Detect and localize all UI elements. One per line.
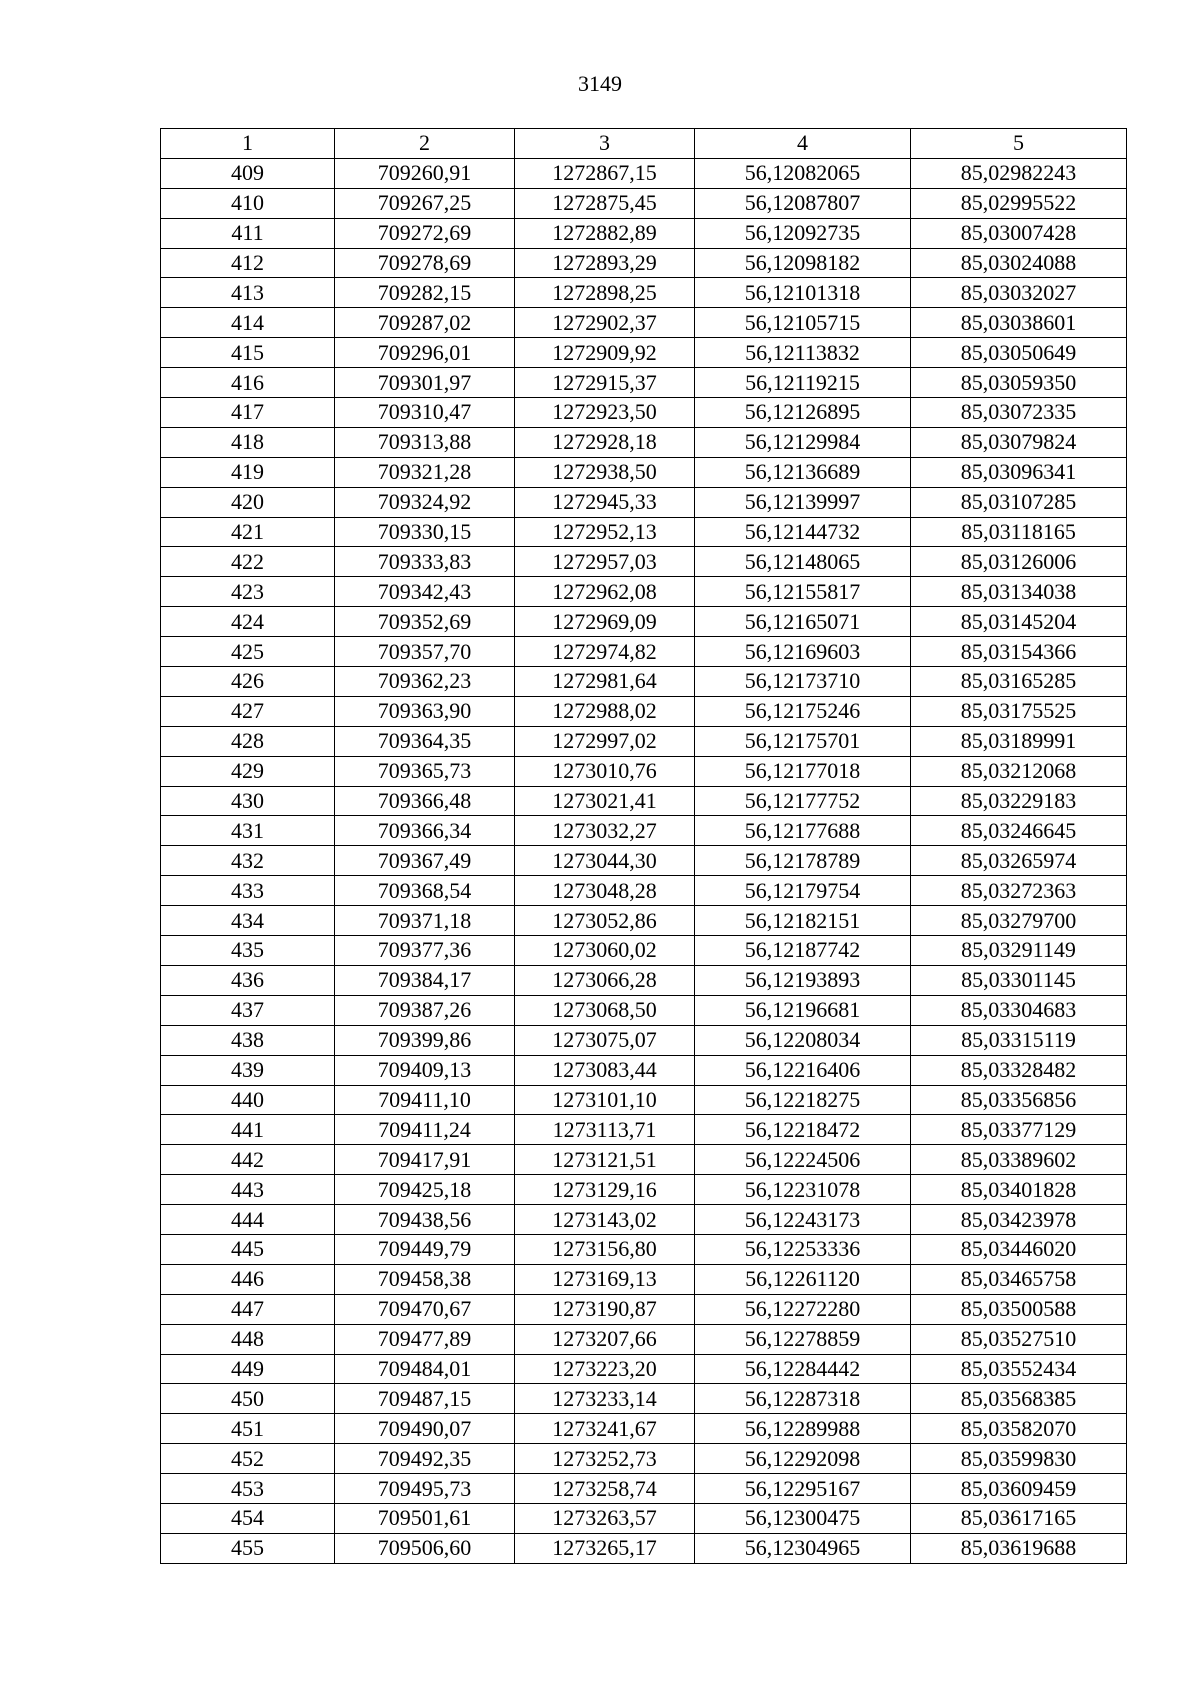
y-coordinate-cell: 1272923,50 bbox=[515, 398, 695, 428]
latitude-cell: 56,12196681 bbox=[695, 995, 911, 1025]
table-row bbox=[161, 398, 1127, 428]
table-row bbox=[161, 1055, 1127, 1085]
y-coordinate-cell: 1273223,20 bbox=[515, 1354, 695, 1384]
longitude-cell: 85,03617165 bbox=[911, 1503, 1127, 1533]
y-coordinate-cell: 1273207,66 bbox=[515, 1324, 695, 1354]
latitude-cell: 56,12187742 bbox=[695, 936, 911, 966]
x-coordinate-cell: 709371,18 bbox=[335, 906, 515, 936]
x-coordinate-cell: 709321,28 bbox=[335, 457, 515, 487]
x-coordinate-cell: 709487,15 bbox=[335, 1384, 515, 1414]
table-row bbox=[161, 1145, 1127, 1175]
longitude-cell: 85,03265974 bbox=[911, 846, 1127, 876]
x-coordinate-cell: 709366,48 bbox=[335, 786, 515, 816]
point-number-cell: 430 bbox=[161, 786, 335, 816]
longitude-cell: 85,03272363 bbox=[911, 876, 1127, 906]
y-coordinate-cell: 1273156,80 bbox=[515, 1234, 695, 1264]
point-number-cell: 454 bbox=[161, 1503, 335, 1533]
x-coordinate-cell: 709449,79 bbox=[335, 1234, 515, 1264]
table-row bbox=[161, 1354, 1127, 1384]
y-coordinate-cell: 1273190,87 bbox=[515, 1294, 695, 1324]
table-row bbox=[161, 457, 1127, 487]
table-row bbox=[161, 637, 1127, 667]
table-row bbox=[161, 338, 1127, 368]
table-row bbox=[161, 1384, 1127, 1414]
longitude-cell: 85,03059350 bbox=[911, 368, 1127, 398]
latitude-cell: 56,12155817 bbox=[695, 577, 911, 607]
longitude-cell: 85,03050649 bbox=[911, 338, 1127, 368]
table-row bbox=[161, 1025, 1127, 1055]
longitude-cell: 85,03079824 bbox=[911, 427, 1127, 457]
y-coordinate-cell: 1272915,37 bbox=[515, 368, 695, 398]
y-coordinate-cell: 1273258,74 bbox=[515, 1474, 695, 1504]
point-number-cell: 433 bbox=[161, 876, 335, 906]
x-coordinate-cell: 709387,26 bbox=[335, 995, 515, 1025]
table-row bbox=[161, 1115, 1127, 1145]
latitude-cell: 56,12182151 bbox=[695, 906, 911, 936]
latitude-cell: 56,12278859 bbox=[695, 1324, 911, 1354]
y-coordinate-cell: 1273032,27 bbox=[515, 816, 695, 846]
y-coordinate-cell: 1272928,18 bbox=[515, 427, 695, 457]
longitude-cell: 85,03599830 bbox=[911, 1444, 1127, 1474]
longitude-cell: 85,03356856 bbox=[911, 1085, 1127, 1115]
y-coordinate-cell: 1273129,16 bbox=[515, 1175, 695, 1205]
point-number-cell: 420 bbox=[161, 487, 335, 517]
column-header: 3 bbox=[515, 129, 695, 159]
table-row bbox=[161, 547, 1127, 577]
y-coordinate-cell: 1272997,02 bbox=[515, 726, 695, 756]
point-number-cell: 443 bbox=[161, 1175, 335, 1205]
table-row bbox=[161, 786, 1127, 816]
longitude-cell: 85,03377129 bbox=[911, 1115, 1127, 1145]
latitude-cell: 56,12136689 bbox=[695, 457, 911, 487]
x-coordinate-cell: 709260,91 bbox=[335, 158, 515, 188]
y-coordinate-cell: 1273101,10 bbox=[515, 1085, 695, 1115]
point-number-cell: 451 bbox=[161, 1414, 335, 1444]
latitude-cell: 56,12113832 bbox=[695, 338, 911, 368]
table-row bbox=[161, 188, 1127, 218]
point-number-cell: 425 bbox=[161, 637, 335, 667]
x-coordinate-cell: 709364,35 bbox=[335, 726, 515, 756]
point-number-cell: 435 bbox=[161, 936, 335, 966]
longitude-cell: 85,03328482 bbox=[911, 1055, 1127, 1085]
longitude-cell: 85,03568385 bbox=[911, 1384, 1127, 1414]
longitude-cell: 85,03212068 bbox=[911, 756, 1127, 786]
point-number-cell: 423 bbox=[161, 577, 335, 607]
x-coordinate-cell: 709366,34 bbox=[335, 816, 515, 846]
x-coordinate-cell: 709368,54 bbox=[335, 876, 515, 906]
longitude-cell: 85,03032027 bbox=[911, 278, 1127, 308]
point-number-cell: 419 bbox=[161, 457, 335, 487]
point-number-cell: 440 bbox=[161, 1085, 335, 1115]
latitude-cell: 56,12218472 bbox=[695, 1115, 911, 1145]
x-coordinate-cell: 709296,01 bbox=[335, 338, 515, 368]
point-number-cell: 428 bbox=[161, 726, 335, 756]
y-coordinate-cell: 1273143,02 bbox=[515, 1205, 695, 1235]
longitude-cell: 85,03175525 bbox=[911, 696, 1127, 726]
point-number-cell: 414 bbox=[161, 308, 335, 338]
x-coordinate-cell: 709333,83 bbox=[335, 547, 515, 577]
latitude-cell: 56,12300475 bbox=[695, 1503, 911, 1533]
y-coordinate-cell: 1273169,13 bbox=[515, 1264, 695, 1294]
point-number-cell: 415 bbox=[161, 338, 335, 368]
x-coordinate-cell: 709411,10 bbox=[335, 1085, 515, 1115]
x-coordinate-cell: 709365,73 bbox=[335, 756, 515, 786]
longitude-cell: 85,03118165 bbox=[911, 517, 1127, 547]
y-coordinate-cell: 1273044,30 bbox=[515, 846, 695, 876]
x-coordinate-cell: 709287,02 bbox=[335, 308, 515, 338]
table-row bbox=[161, 816, 1127, 846]
latitude-cell: 56,12216406 bbox=[695, 1055, 911, 1085]
latitude-cell: 56,12139997 bbox=[695, 487, 911, 517]
x-coordinate-cell: 709278,69 bbox=[335, 248, 515, 278]
latitude-cell: 56,12101318 bbox=[695, 278, 911, 308]
latitude-cell: 56,12129984 bbox=[695, 427, 911, 457]
point-number-cell: 424 bbox=[161, 607, 335, 637]
table-row bbox=[161, 1175, 1127, 1205]
point-number-cell: 422 bbox=[161, 547, 335, 577]
longitude-cell: 85,02995522 bbox=[911, 188, 1127, 218]
table-row bbox=[161, 248, 1127, 278]
y-coordinate-cell: 1273121,51 bbox=[515, 1145, 695, 1175]
table-row bbox=[161, 607, 1127, 637]
x-coordinate-cell: 709399,86 bbox=[335, 1025, 515, 1055]
y-coordinate-cell: 1272957,03 bbox=[515, 547, 695, 577]
x-coordinate-cell: 709477,89 bbox=[335, 1324, 515, 1354]
table-row bbox=[161, 696, 1127, 726]
latitude-cell: 56,12175246 bbox=[695, 696, 911, 726]
table-row bbox=[161, 846, 1127, 876]
table-row bbox=[161, 577, 1127, 607]
latitude-cell: 56,12208034 bbox=[695, 1025, 911, 1055]
x-coordinate-cell: 709425,18 bbox=[335, 1175, 515, 1205]
latitude-cell: 56,12177688 bbox=[695, 816, 911, 846]
x-coordinate-cell: 709301,97 bbox=[335, 368, 515, 398]
column-header: 2 bbox=[335, 129, 515, 159]
y-coordinate-cell: 1272909,92 bbox=[515, 338, 695, 368]
longitude-cell: 85,03165285 bbox=[911, 667, 1127, 697]
point-number-cell: 439 bbox=[161, 1055, 335, 1085]
longitude-cell: 85,03619688 bbox=[911, 1533, 1127, 1563]
x-coordinate-cell: 709363,90 bbox=[335, 696, 515, 726]
longitude-cell: 85,03246645 bbox=[911, 816, 1127, 846]
column-header: 4 bbox=[695, 129, 911, 159]
latitude-cell: 56,12092735 bbox=[695, 218, 911, 248]
coordinates-table bbox=[160, 128, 1127, 1564]
latitude-cell: 56,12287318 bbox=[695, 1384, 911, 1414]
point-number-cell: 442 bbox=[161, 1145, 335, 1175]
longitude-cell: 85,03315119 bbox=[911, 1025, 1127, 1055]
y-coordinate-cell: 1273048,28 bbox=[515, 876, 695, 906]
table-row bbox=[161, 1324, 1127, 1354]
x-coordinate-cell: 709438,56 bbox=[335, 1205, 515, 1235]
longitude-cell: 85,03189991 bbox=[911, 726, 1127, 756]
table-row bbox=[161, 756, 1127, 786]
y-coordinate-cell: 1273010,76 bbox=[515, 756, 695, 786]
point-number-cell: 417 bbox=[161, 398, 335, 428]
y-coordinate-cell: 1272898,25 bbox=[515, 278, 695, 308]
x-coordinate-cell: 709484,01 bbox=[335, 1354, 515, 1384]
x-coordinate-cell: 709272,69 bbox=[335, 218, 515, 248]
latitude-cell: 56,12243173 bbox=[695, 1205, 911, 1235]
y-coordinate-cell: 1272988,02 bbox=[515, 696, 695, 726]
point-number-cell: 410 bbox=[161, 188, 335, 218]
table-row bbox=[161, 906, 1127, 936]
latitude-cell: 56,12253336 bbox=[695, 1234, 911, 1264]
y-coordinate-cell: 1272952,13 bbox=[515, 517, 695, 547]
x-coordinate-cell: 709506,60 bbox=[335, 1533, 515, 1563]
x-coordinate-cell: 709267,25 bbox=[335, 188, 515, 218]
x-coordinate-cell: 709495,73 bbox=[335, 1474, 515, 1504]
longitude-cell: 85,03134038 bbox=[911, 577, 1127, 607]
latitude-cell: 56,12179754 bbox=[695, 876, 911, 906]
point-number-cell: 431 bbox=[161, 816, 335, 846]
latitude-cell: 56,12082065 bbox=[695, 158, 911, 188]
page-number: 3149 bbox=[578, 71, 622, 96]
y-coordinate-cell: 1273233,14 bbox=[515, 1384, 695, 1414]
table-row bbox=[161, 876, 1127, 906]
y-coordinate-cell: 1272981,64 bbox=[515, 667, 695, 697]
latitude-cell: 56,12261120 bbox=[695, 1264, 911, 1294]
x-coordinate-cell: 709377,36 bbox=[335, 936, 515, 966]
table-body bbox=[161, 129, 1127, 1564]
point-number-cell: 413 bbox=[161, 278, 335, 308]
y-coordinate-cell: 1272882,89 bbox=[515, 218, 695, 248]
table-row bbox=[161, 965, 1127, 995]
longitude-cell: 85,03024088 bbox=[911, 248, 1127, 278]
x-coordinate-cell: 709411,24 bbox=[335, 1115, 515, 1145]
point-number-cell: 436 bbox=[161, 965, 335, 995]
latitude-cell: 56,12119215 bbox=[695, 368, 911, 398]
latitude-cell: 56,12144732 bbox=[695, 517, 911, 547]
point-number-cell: 432 bbox=[161, 846, 335, 876]
y-coordinate-cell: 1273263,57 bbox=[515, 1503, 695, 1533]
x-coordinate-cell: 709357,70 bbox=[335, 637, 515, 667]
y-coordinate-cell: 1273252,73 bbox=[515, 1444, 695, 1474]
latitude-cell: 56,12175701 bbox=[695, 726, 911, 756]
longitude-cell: 85,03609459 bbox=[911, 1474, 1127, 1504]
point-number-cell: 429 bbox=[161, 756, 335, 786]
y-coordinate-cell: 1272893,29 bbox=[515, 248, 695, 278]
x-coordinate-cell: 709490,07 bbox=[335, 1414, 515, 1444]
table-row bbox=[161, 1444, 1127, 1474]
table-row bbox=[161, 995, 1127, 1025]
point-number-cell: 452 bbox=[161, 1444, 335, 1474]
y-coordinate-cell: 1273060,02 bbox=[515, 936, 695, 966]
point-number-cell: 445 bbox=[161, 1234, 335, 1264]
point-number-cell: 438 bbox=[161, 1025, 335, 1055]
table-header-row bbox=[161, 129, 1127, 159]
latitude-cell: 56,12178789 bbox=[695, 846, 911, 876]
table-row bbox=[161, 308, 1127, 338]
table-row bbox=[161, 936, 1127, 966]
x-coordinate-cell: 709458,38 bbox=[335, 1264, 515, 1294]
longitude-cell: 85,03279700 bbox=[911, 906, 1127, 936]
longitude-cell: 85,03500588 bbox=[911, 1294, 1127, 1324]
latitude-cell: 56,12173710 bbox=[695, 667, 911, 697]
latitude-cell: 56,12148065 bbox=[695, 547, 911, 577]
column-header: 1 bbox=[161, 129, 335, 159]
longitude-cell: 85,03229183 bbox=[911, 786, 1127, 816]
table-row bbox=[161, 427, 1127, 457]
table-row bbox=[161, 1234, 1127, 1264]
point-number-cell: 448 bbox=[161, 1324, 335, 1354]
x-coordinate-cell: 709492,35 bbox=[335, 1444, 515, 1474]
table-row bbox=[161, 726, 1127, 756]
x-coordinate-cell: 709384,17 bbox=[335, 965, 515, 995]
x-coordinate-cell: 709310,47 bbox=[335, 398, 515, 428]
longitude-cell: 85,03527510 bbox=[911, 1324, 1127, 1354]
latitude-cell: 56,12304965 bbox=[695, 1533, 911, 1563]
table-row bbox=[161, 1414, 1127, 1444]
longitude-cell: 85,03072335 bbox=[911, 398, 1127, 428]
point-number-cell: 455 bbox=[161, 1533, 335, 1563]
x-coordinate-cell: 709342,43 bbox=[335, 577, 515, 607]
table-row bbox=[161, 667, 1127, 697]
longitude-cell: 85,03423978 bbox=[911, 1205, 1127, 1235]
longitude-cell: 85,03389602 bbox=[911, 1145, 1127, 1175]
x-coordinate-cell: 709417,91 bbox=[335, 1145, 515, 1175]
x-coordinate-cell: 709470,67 bbox=[335, 1294, 515, 1324]
x-coordinate-cell: 709409,13 bbox=[335, 1055, 515, 1085]
y-coordinate-cell: 1272969,09 bbox=[515, 607, 695, 637]
latitude-cell: 56,12193893 bbox=[695, 965, 911, 995]
longitude-cell: 85,03096341 bbox=[911, 457, 1127, 487]
y-coordinate-cell: 1273021,41 bbox=[515, 786, 695, 816]
latitude-cell: 56,12126895 bbox=[695, 398, 911, 428]
longitude-cell: 85,02982243 bbox=[911, 158, 1127, 188]
y-coordinate-cell: 1273066,28 bbox=[515, 965, 695, 995]
y-coordinate-cell: 1273241,67 bbox=[515, 1414, 695, 1444]
longitude-cell: 85,03552434 bbox=[911, 1354, 1127, 1384]
table-row bbox=[161, 158, 1127, 188]
latitude-cell: 56,12272280 bbox=[695, 1294, 911, 1324]
point-number-cell: 411 bbox=[161, 218, 335, 248]
longitude-cell: 85,03007428 bbox=[911, 218, 1127, 248]
latitude-cell: 56,12098182 bbox=[695, 248, 911, 278]
y-coordinate-cell: 1272875,45 bbox=[515, 188, 695, 218]
y-coordinate-cell: 1273083,44 bbox=[515, 1055, 695, 1085]
longitude-cell: 85,03446020 bbox=[911, 1234, 1127, 1264]
y-coordinate-cell: 1272962,08 bbox=[515, 577, 695, 607]
latitude-cell: 56,12165071 bbox=[695, 607, 911, 637]
point-number-cell: 437 bbox=[161, 995, 335, 1025]
longitude-cell: 85,03038601 bbox=[911, 308, 1127, 338]
table-row bbox=[161, 1085, 1127, 1115]
longitude-cell: 85,03126006 bbox=[911, 547, 1127, 577]
y-coordinate-cell: 1272867,15 bbox=[515, 158, 695, 188]
x-coordinate-cell: 709362,23 bbox=[335, 667, 515, 697]
point-number-cell: 453 bbox=[161, 1474, 335, 1504]
longitude-cell: 85,03291149 bbox=[911, 936, 1127, 966]
latitude-cell: 56,12087807 bbox=[695, 188, 911, 218]
y-coordinate-cell: 1273265,17 bbox=[515, 1533, 695, 1563]
column-header: 5 bbox=[911, 129, 1127, 159]
longitude-cell: 85,03401828 bbox=[911, 1175, 1127, 1205]
table-row bbox=[161, 1474, 1127, 1504]
point-number-cell: 447 bbox=[161, 1294, 335, 1324]
table-row bbox=[161, 1294, 1127, 1324]
point-number-cell: 441 bbox=[161, 1115, 335, 1145]
longitude-cell: 85,03301145 bbox=[911, 965, 1127, 995]
latitude-cell: 56,12218275 bbox=[695, 1085, 911, 1115]
point-number-cell: 427 bbox=[161, 696, 335, 726]
x-coordinate-cell: 709501,61 bbox=[335, 1503, 515, 1533]
point-number-cell: 426 bbox=[161, 667, 335, 697]
latitude-cell: 56,12289988 bbox=[695, 1414, 911, 1444]
table-row bbox=[161, 1503, 1127, 1533]
latitude-cell: 56,12295167 bbox=[695, 1474, 911, 1504]
point-number-cell: 421 bbox=[161, 517, 335, 547]
x-coordinate-cell: 709313,88 bbox=[335, 427, 515, 457]
latitude-cell: 56,12169603 bbox=[695, 637, 911, 667]
x-coordinate-cell: 709330,15 bbox=[335, 517, 515, 547]
point-number-cell: 450 bbox=[161, 1384, 335, 1414]
table-row bbox=[161, 487, 1127, 517]
table-row bbox=[161, 368, 1127, 398]
y-coordinate-cell: 1272938,50 bbox=[515, 457, 695, 487]
y-coordinate-cell: 1272902,37 bbox=[515, 308, 695, 338]
table-row bbox=[161, 517, 1127, 547]
y-coordinate-cell: 1273113,71 bbox=[515, 1115, 695, 1145]
point-number-cell: 449 bbox=[161, 1354, 335, 1384]
longitude-cell: 85,03154366 bbox=[911, 637, 1127, 667]
point-number-cell: 444 bbox=[161, 1205, 335, 1235]
table-row bbox=[161, 278, 1127, 308]
x-coordinate-cell: 709352,69 bbox=[335, 607, 515, 637]
y-coordinate-cell: 1272974,82 bbox=[515, 637, 695, 667]
latitude-cell: 56,12105715 bbox=[695, 308, 911, 338]
table-row bbox=[161, 1264, 1127, 1294]
point-number-cell: 418 bbox=[161, 427, 335, 457]
table-row bbox=[161, 1205, 1127, 1235]
longitude-cell: 85,03145204 bbox=[911, 607, 1127, 637]
latitude-cell: 56,12284442 bbox=[695, 1354, 911, 1384]
x-coordinate-cell: 709367,49 bbox=[335, 846, 515, 876]
y-coordinate-cell: 1273052,86 bbox=[515, 906, 695, 936]
point-number-cell: 412 bbox=[161, 248, 335, 278]
latitude-cell: 56,12292098 bbox=[695, 1444, 911, 1474]
longitude-cell: 85,03107285 bbox=[911, 487, 1127, 517]
latitude-cell: 56,12177018 bbox=[695, 756, 911, 786]
latitude-cell: 56,12231078 bbox=[695, 1175, 911, 1205]
latitude-cell: 56,12224506 bbox=[695, 1145, 911, 1175]
point-number-cell: 416 bbox=[161, 368, 335, 398]
latitude-cell: 56,12177752 bbox=[695, 786, 911, 816]
y-coordinate-cell: 1273068,50 bbox=[515, 995, 695, 1025]
longitude-cell: 85,03465758 bbox=[911, 1264, 1127, 1294]
point-number-cell: 446 bbox=[161, 1264, 335, 1294]
longitude-cell: 85,03582070 bbox=[911, 1414, 1127, 1444]
point-number-cell: 409 bbox=[161, 158, 335, 188]
point-number-cell: 434 bbox=[161, 906, 335, 936]
longitude-cell: 85,03304683 bbox=[911, 995, 1127, 1025]
table-row bbox=[161, 1533, 1127, 1563]
y-coordinate-cell: 1273075,07 bbox=[515, 1025, 695, 1055]
x-coordinate-cell: 709282,15 bbox=[335, 278, 515, 308]
y-coordinate-cell: 1272945,33 bbox=[515, 487, 695, 517]
x-coordinate-cell: 709324,92 bbox=[335, 487, 515, 517]
table-row bbox=[161, 218, 1127, 248]
